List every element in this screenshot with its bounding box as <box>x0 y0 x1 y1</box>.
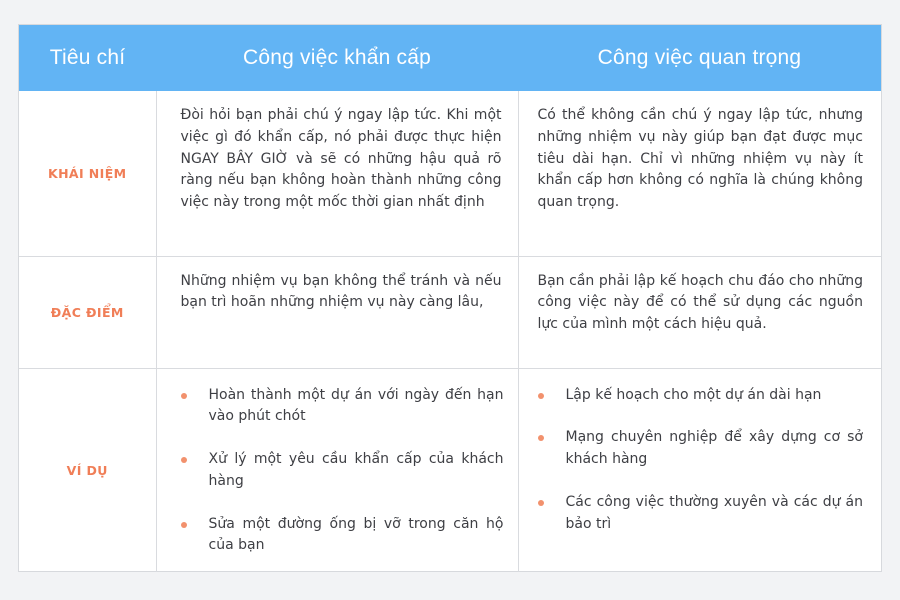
examples-important-list <box>519 369 882 544</box>
criterion-examples: VÍ DỤ <box>19 368 156 572</box>
list-item-text: Hoàn thành một dự án với ngày đến hạn vào phút chót <box>208 386 504 425</box>
table-row-examples <box>19 368 881 572</box>
header-urgent-work: Công việc khẩn cấp <box>156 25 518 91</box>
list-item-text: Các công việc thường xuyên và các dự án bảo trì <box>565 493 863 532</box>
bullet-dot-icon <box>538 393 544 399</box>
cell-concept-important <box>518 91 881 256</box>
criterion-characteristics: ĐẶC ĐIỂM <box>19 256 156 368</box>
list-item <box>181 385 504 429</box>
concept-urgent-text: Đòi hỏi bạn phải chú ý ngay lập tức. Khi một việc gì đó khẩn cấp, nó phải được thực hiện NGAY BÂY GIỜ và sẽ có những hậu quả rõ ràng nếu bạn không hoàn thành những công việc này trong một mốc thời gian nhất định <box>180 107 502 211</box>
concept-important-text: Có thể không cần chú ý ngay lập tức, nhưng những nhiệm vụ này giúp bạn đạt được mục tiêu dài hạn. Chỉ vì những nhiệm vụ này ít khẩn cấp hơn không có nghĩa là chúng không quan trọng. <box>537 107 863 211</box>
characteristics-important-text: Bạn cần phải lập kế hoạch chu đáo cho những công việc này để có thể sử dụng các nguồn lực của mình một cách hiệu quả. <box>537 272 863 333</box>
header-important-work: Công việc quan trọng <box>518 25 881 91</box>
bullet-dot-icon <box>181 457 187 463</box>
cell-concept-urgent <box>156 91 518 256</box>
list-item-text: Mạng chuyên nghiệp để xây dựng cơ sở khách hàng <box>565 429 863 468</box>
bullet-dot-icon <box>538 500 544 506</box>
table-header-row <box>19 25 881 91</box>
comparison-table <box>19 25 881 572</box>
list-item-text: Sửa một đường ống bị vỡ trong căn hộ của bạn <box>208 515 504 554</box>
examples-urgent-list <box>157 369 518 566</box>
list-item <box>181 514 504 558</box>
characteristics-urgent-text: Những nhiệm vụ bạn không thể tránh và nếu bạn trì hoãn những nhiệm vụ này càng lâu, <box>180 272 502 311</box>
bullet-dot-icon <box>181 522 187 528</box>
criterion-concept: KHÁI NIỆM <box>19 91 156 256</box>
bullet-dot-icon <box>181 393 187 399</box>
list-item-text: Xử lý một yêu cầu khẩn cấp của khách hàng <box>208 451 504 489</box>
bullet-dot-icon <box>538 435 544 441</box>
cell-examples-urgent <box>156 368 518 572</box>
list-item <box>538 385 864 407</box>
list-item <box>538 427 864 471</box>
list-item-text: Lập kế hoạch cho một dự án dài hạn <box>565 386 822 403</box>
table-row-concept <box>19 91 881 256</box>
header-criteria: Tiêu chí <box>19 25 156 91</box>
cell-characteristics-important <box>518 256 881 368</box>
cell-examples-important <box>518 368 881 572</box>
list-item <box>181 449 504 493</box>
table-row-characteristics <box>19 256 881 368</box>
comparison-table-container <box>18 24 882 572</box>
list-item <box>538 492 864 536</box>
cell-characteristics-urgent <box>156 256 518 368</box>
